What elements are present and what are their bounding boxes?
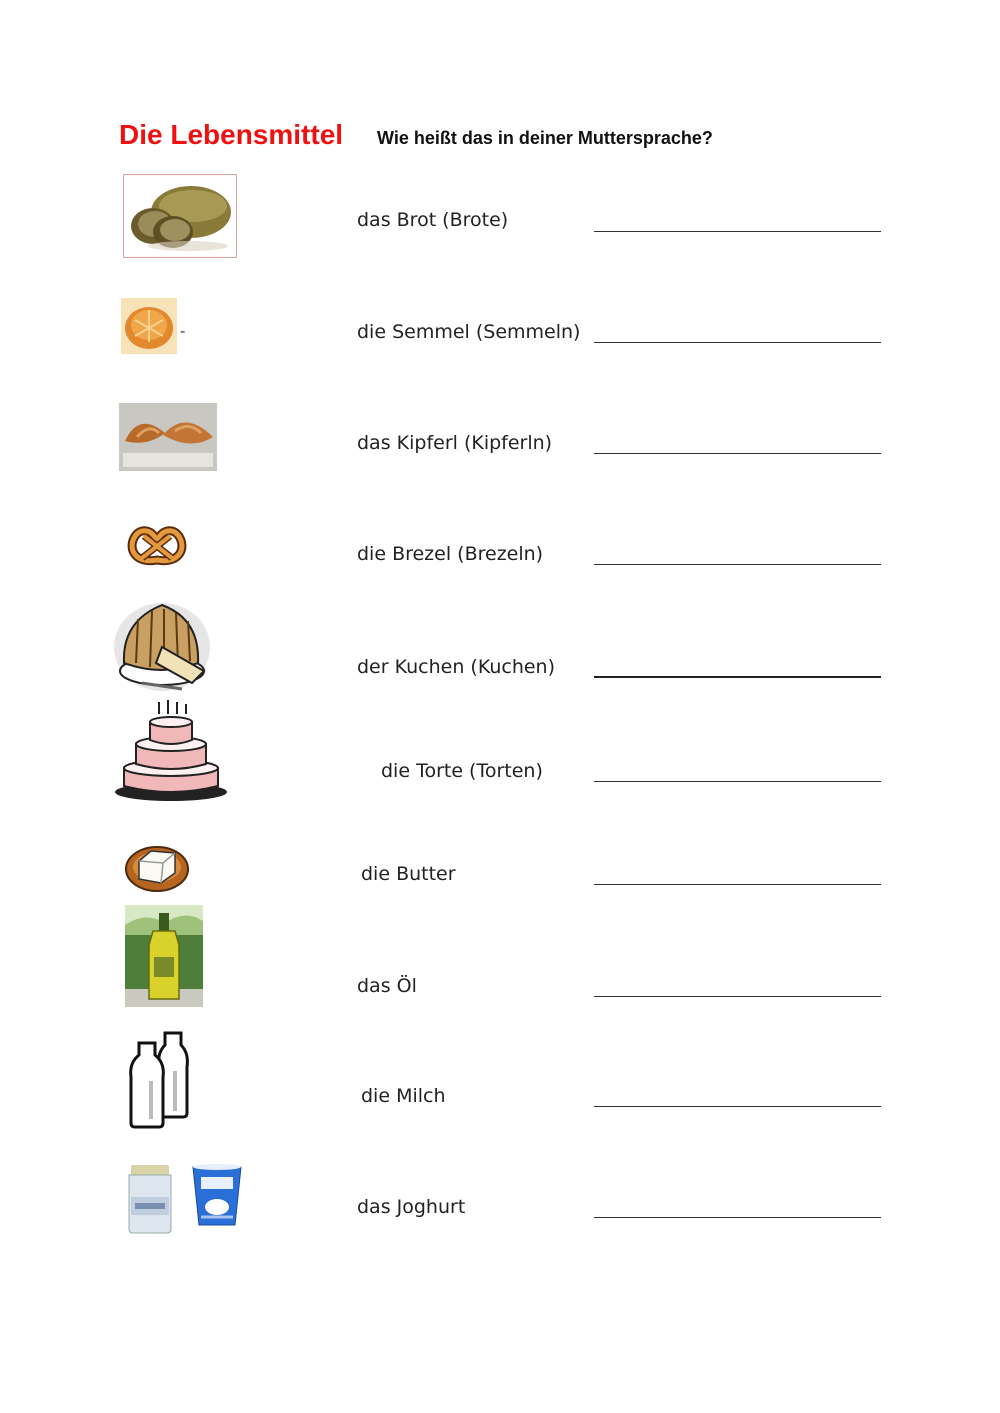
birthday-cake-icon xyxy=(114,698,228,802)
item-label-kuchen: der Kuchen (Kuchen) xyxy=(357,656,556,678)
milk-bottles-icon xyxy=(129,1031,191,1129)
answer-line-semmel[interactable] xyxy=(594,342,881,343)
butter-icon xyxy=(125,841,189,893)
separator-dash: - xyxy=(180,323,186,340)
page-subtitle: Wie heißt das in deiner Muttersprache? xyxy=(377,128,713,148)
item-label-torte: die Torte (Torten) xyxy=(381,760,543,782)
oil-bottle-icon xyxy=(125,905,203,1007)
item-label-milch: die Milch xyxy=(361,1085,446,1107)
answer-line-torte[interactable] xyxy=(594,781,881,782)
item-label-brot: das Brot (Brote) xyxy=(357,209,509,231)
item-label-semmel: die Semmel (Semmeln) xyxy=(357,321,581,343)
item-label-oel: das Öl xyxy=(357,975,417,997)
answer-line-milch[interactable] xyxy=(594,1106,881,1107)
answer-line-brot[interactable] xyxy=(594,231,881,232)
item-label-butter: die Butter xyxy=(361,863,456,885)
bundt-cake-icon xyxy=(112,597,214,693)
pretzel-icon xyxy=(126,520,188,568)
bread-roll-icon xyxy=(121,298,177,354)
bread-loaf-icon xyxy=(123,174,237,258)
answer-line-brezel[interactable] xyxy=(594,564,881,565)
yogurt-icon xyxy=(127,1163,243,1235)
answer-line-oel[interactable] xyxy=(594,996,881,997)
answer-line-joghurt[interactable] xyxy=(594,1217,881,1218)
answer-line-butter[interactable] xyxy=(594,884,881,885)
item-label-joghurt: das Joghurt xyxy=(357,1196,466,1218)
page-title: Die Lebensmittel xyxy=(119,119,344,150)
answer-line-kipferl[interactable] xyxy=(594,453,881,454)
item-label-brezel: die Brezel (Brezeln) xyxy=(357,543,544,565)
item-label-kipferl: das Kipferl (Kipferln) xyxy=(357,432,553,454)
croissant-icon xyxy=(119,403,217,471)
answer-line-kuchen[interactable] xyxy=(594,676,881,678)
